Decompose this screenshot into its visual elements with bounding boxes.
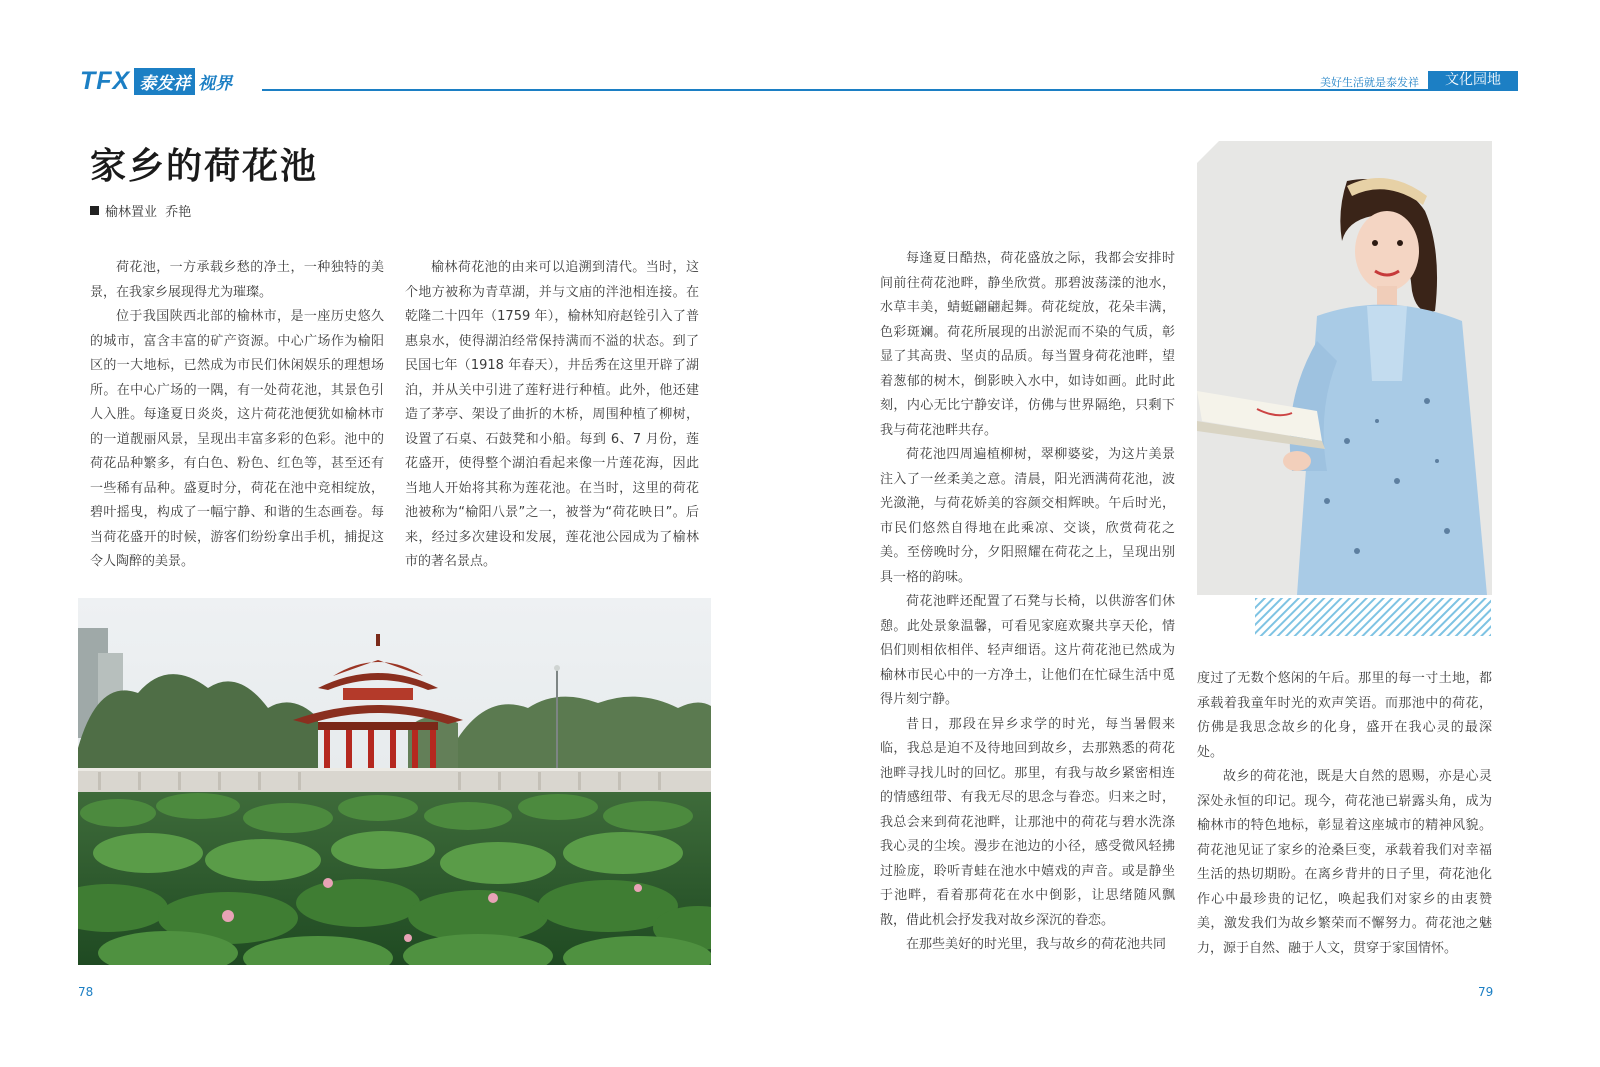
decorative-hatch-pattern <box>1255 598 1491 636</box>
paragraph: 荷花池畔还配置了石凳与长椅，以供游客们休憩。此处景象温馨，可看见家庭欢聚共享天伦，情侣们则相依相伴、轻声细语。这片荷花池已然成为榆林市民心中的一方净土，让他们在忙碌生活中觅得片刻宁静。 <box>880 594 1175 707</box>
logo-tfx: TFX <box>80 66 131 95</box>
paragraph: 故乡的荷花池，既是大自然的恩赐，亦是心灵深处永恒的印记。现今，荷花池已崭露头角，成为榆林市的特色地标，彰显着这座城市的精神风貌。荷花池见证了家乡的沧桑巨变，承载着我们对幸福生活的热切期盼。在离乡背井的日子里，荷花池化作心中最珍贵的记忆，唤起我们对家乡的由衷赞美，激发我们为故乡繁荣而不懈努力。荷花池之魅力，源于自然、融于人文，贯穿于家国情怀。 <box>1197 769 1492 956</box>
paragraph: 昔日，那段在异乡求学的时光，每当暑假来临，我总是迫不及待地回到故乡，去那熟悉的荷花池畔寻找儿时的回忆。那里，有我与故乡紧密相连的情感纽带、有我无尽的思念与眷恋。归来之时，我总会来到荷花池畔，让那池中的荷花与碧水洗涤我心灵的尘埃。漫步在池边的小径，感受微风轻拂过脸庞，聆听青蛙在池水中嬉戏的声音。或是静坐于池畔，看着那荷花在水中倒影，让思绪随风飘散，借此机会抒发我对故乡深沉的眷恋。 <box>880 716 1175 928</box>
text-column-3 <box>880 247 1175 958</box>
header-rule <box>262 89 1405 91</box>
author-portrait-photo <box>1197 141 1492 595</box>
paragraph: 在那些美好的时光里，我与故乡的荷花池共同 <box>906 937 1167 952</box>
page-number-left: 78 <box>78 985 94 999</box>
paragraph: 每逢夏日酷热，荷花盛放之际，我都会安排时间前往荷花池畔，静坐欣赏。那碧波荡漾的池水，水草丰美，蜻蜓翩翩起舞。荷花绽放，花朵丰满，色彩斑斓。荷花所展现的出淤泥而不染的气质，彰显了其高贵、坚贞的品质。每当置身荷花池畔，望着葱郁的树木，倒影映入水中，如诗如画。此时此刻，内心无比宁静安详，仿佛与世界隔绝，只剩下我与荷花池畔共存。 <box>880 251 1175 438</box>
logo-view: 视界 <box>198 73 233 94</box>
page-number-right: 79 <box>1478 985 1494 999</box>
text-column-2 <box>405 256 699 575</box>
paragraph: 荷花池，一方承载乡愁的净土，一种独特的美景，在我家乡展现得尤为璀璨。 <box>90 260 384 300</box>
magazine-logo <box>80 68 232 94</box>
paragraph: 位于我国陕西北部的榆林市，是一座历史悠久的城市，富含丰富的矿产资源。中心广场作为榆阳区的一大地标，已然成为市民们休闲娱乐的理想场所。在中心广场的一隅，有一处荷花池，其景色引人入胜。每逢夏日炎炎，这片荷花池便犹如榆林市的一道靓丽风景，呈现出丰富多彩的色彩。池中的荷花品种繁多，有白色、粉色、红色等，甚至还有一些稀有品种。盛夏时分，荷花在池中竞相绽放，碧叶摇曳，构成了一幅宁静、和谐的生态画卷。每当荷花盛开的时候，游客们纷纷拿出手机，捕捉这令人陶醉的美景。 <box>90 309 384 569</box>
header-slogan: 美好生活就是泰发祥 <box>1320 76 1419 89</box>
paragraph: 度过了无数个悠闲的午后。那里的每一寸土地，都承载着我童年时光的欢声笑语。而那池中的荷花，仿佛是我思念故乡的化身，盛开在我心灵的最深处。 <box>1197 671 1492 760</box>
square-bullet-icon <box>90 206 99 215</box>
logo-brand: 泰发祥 <box>134 68 195 95</box>
text-column-1 <box>90 256 384 575</box>
paragraph: 荷花池四周遍植柳树，翠柳婆娑，为这片美景注入了一丝柔美之意。清晨，阳光洒满荷花池，波光潋滟，与荷花娇美的容颜交相辉映。午后时光，市民们悠然自得地在此乘凉、交谈，欣赏荷花之美。至傍晚时分，夕阳照耀在荷花之上，呈现出别具一格的韵味。 <box>880 447 1175 585</box>
text-column-4 <box>1197 667 1492 961</box>
article-author <box>90 201 191 220</box>
section-tag: 文化园地 <box>1428 71 1518 90</box>
article-title: 家乡的荷花池 <box>90 146 319 187</box>
paragraph: 榆林荷花池的由来可以追溯到清代。当时，这个地方被称为青草湖，并与文庙的泮池相连接。在乾隆二十四年（1759 年），榆林知府赵铨引入了普惠泉水，使得湖泊经常保持满而不溢的状态。到了民国七年（1918 年春天），井岳秀在这里开辟了湖泊，并从关中引进了莲籽进行种植。此外，他还建造了茅亭、架设了曲折的木桥，周围种植了柳树，设置了石桌、石鼓凳和小船。每到 6、7 月份，莲花盛开，使得整个湖泊看起来像一片莲花海，因此当地人开始将其称为莲花池。在当时，这里的荷花池被称为“榆阳八景”之一，被誉为“荷花映日”。后来，经过多次建设和发展，莲花池公园成为了榆林市的著名景点。 <box>405 260 699 569</box>
author-text: 榆林置业 乔艳 <box>105 205 192 220</box>
lotus-pond-photo <box>78 598 711 965</box>
